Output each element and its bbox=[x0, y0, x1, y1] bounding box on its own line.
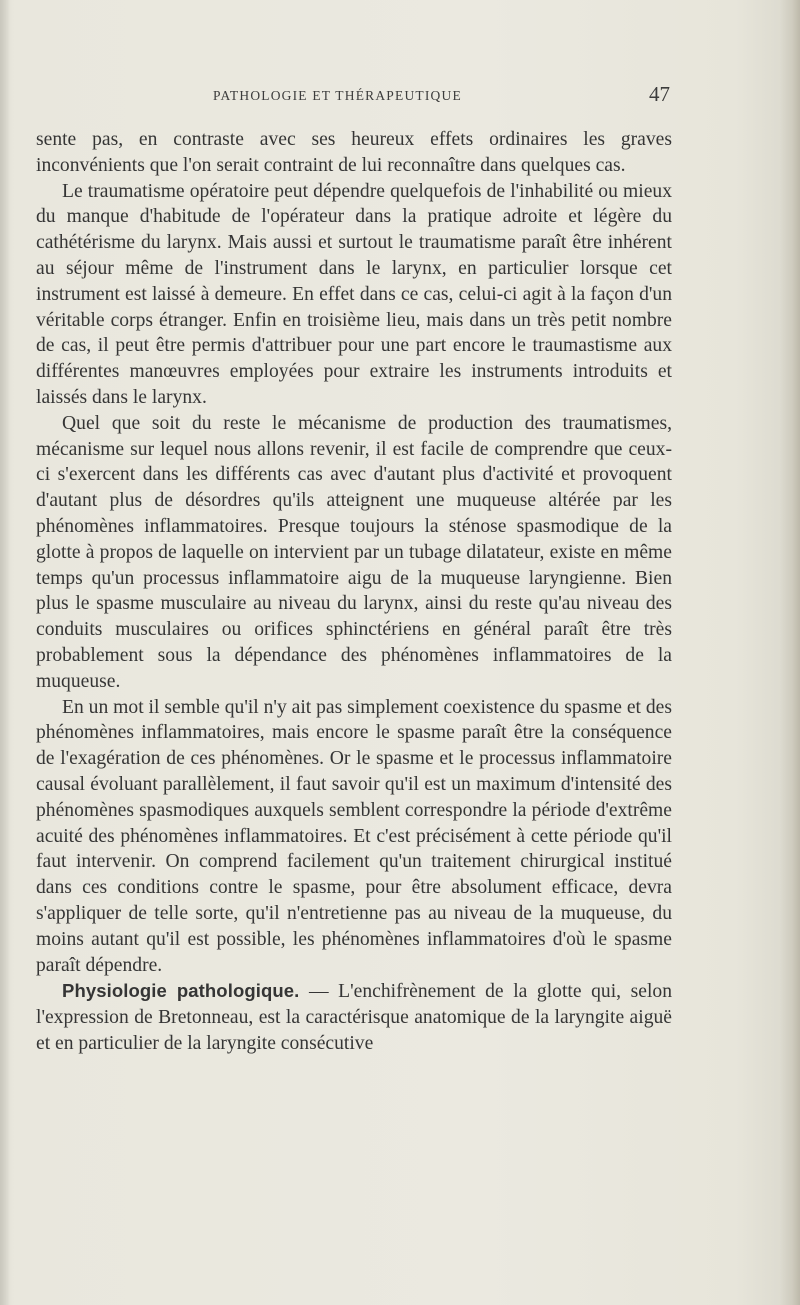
body-text bbox=[36, 127, 672, 1057]
paragraph: En un mot il semble qu'il n'y ait pas simplement coexistence du spasme et des phénomènes inflammatoires, mais encore le spasme paraît être la conséquence de l'exagération de ces phénomènes. Or le spasme et le processus inflammatoire causal évoluant parallèlement, il faut savoir qu'il est un maximum d'intensité des phénomènes spasmodiques auxquels semblent correspondre la période d'extrême acuité des phénomènes inflammatoires. Et c'est précisément à cette période qu'il faut intervenir. On comprend facilement qu'un traitement chirurgical institué dans ces conditions contre le spasme, pour être absolument efficace, devra s'appliquer de telle sorte, qu'il n'entretienne pas au niveau de la muqueuse, du moins autant qu'il est possible, les phénomènes inflammatoires d'où le spasme paraît dépendre. bbox=[36, 696, 672, 976]
page-header bbox=[63, 82, 673, 108]
running-title: PATHOLOGIE ET THÉRAPEUTIQUE bbox=[213, 88, 462, 103]
paragraph: sente pas, en contraste avec ses heureux effets ordinaires les graves inconvénients que l'on serait contraint de lui reconnaître dans quelques cas. bbox=[36, 129, 672, 176]
page-edge-shadow bbox=[780, 0, 800, 1305]
paragraph: Le traumatisme opératoire peut dépendre quelquefois de l'inhabilité ou mieux du manque d'habitude de l'opérateur dans la pratique adroite et légère du cathétérisme du larynx. Mais aussi et surtout le traumatisme paraît être inhérent au séjour même de l'instrument dans le larynx, en particulier lorsque cet instrument est laissé à demeure. En effet dans ce cas, celui-ci agit à la façon d'un véritable corps étranger. Enfin en troisième lieu, mais dans un très petit nombre de cas, il peut être permis d'attribuer pour une part encore le traumastisme aux différentes manœuvres employées pour extraire les instruments introduits et laissés dans le larynx. bbox=[36, 180, 672, 408]
section-heading: Physiologie pathologique. bbox=[62, 980, 300, 1002]
paragraph-text: — L'enchifrènement de la glotte qui, selon l'expression de Bretonneau, est la caractérisque anatomique de la laryngite aiguë et en particulier de la laryngite consécutive bbox=[36, 981, 673, 1054]
page-number: 47 bbox=[649, 82, 670, 106]
paragraph: Quel que soit du reste le mécanisme de production des traumatismes, mécanisme sur lequel nous allons revenir, il est facile de comprendre que ceux-ci s'exercent dans les différents cas avec d'autant plus d'activité et provoquent d'autant plus de désordres qu'ils atteignent une muqueuse altérée par les phénomènes inflammatoires. Presque toujours la sténose spasmodique de la glotte à propos de laquelle on intervient par un tubage dilatateur, existe en même temps qu'un processus inflammatoire aigu de la muqueuse laryngienne. Bien plus le spasme musculaire au niveau du larynx, ainsi du reste qu'au niveau des conduits musculaires ou orifices sphinctériens en général paraît être très probablement sous la dépendance des phénomènes inflammatoires de la muqueuse. bbox=[36, 412, 672, 692]
paragraph bbox=[36, 978, 672, 1056]
